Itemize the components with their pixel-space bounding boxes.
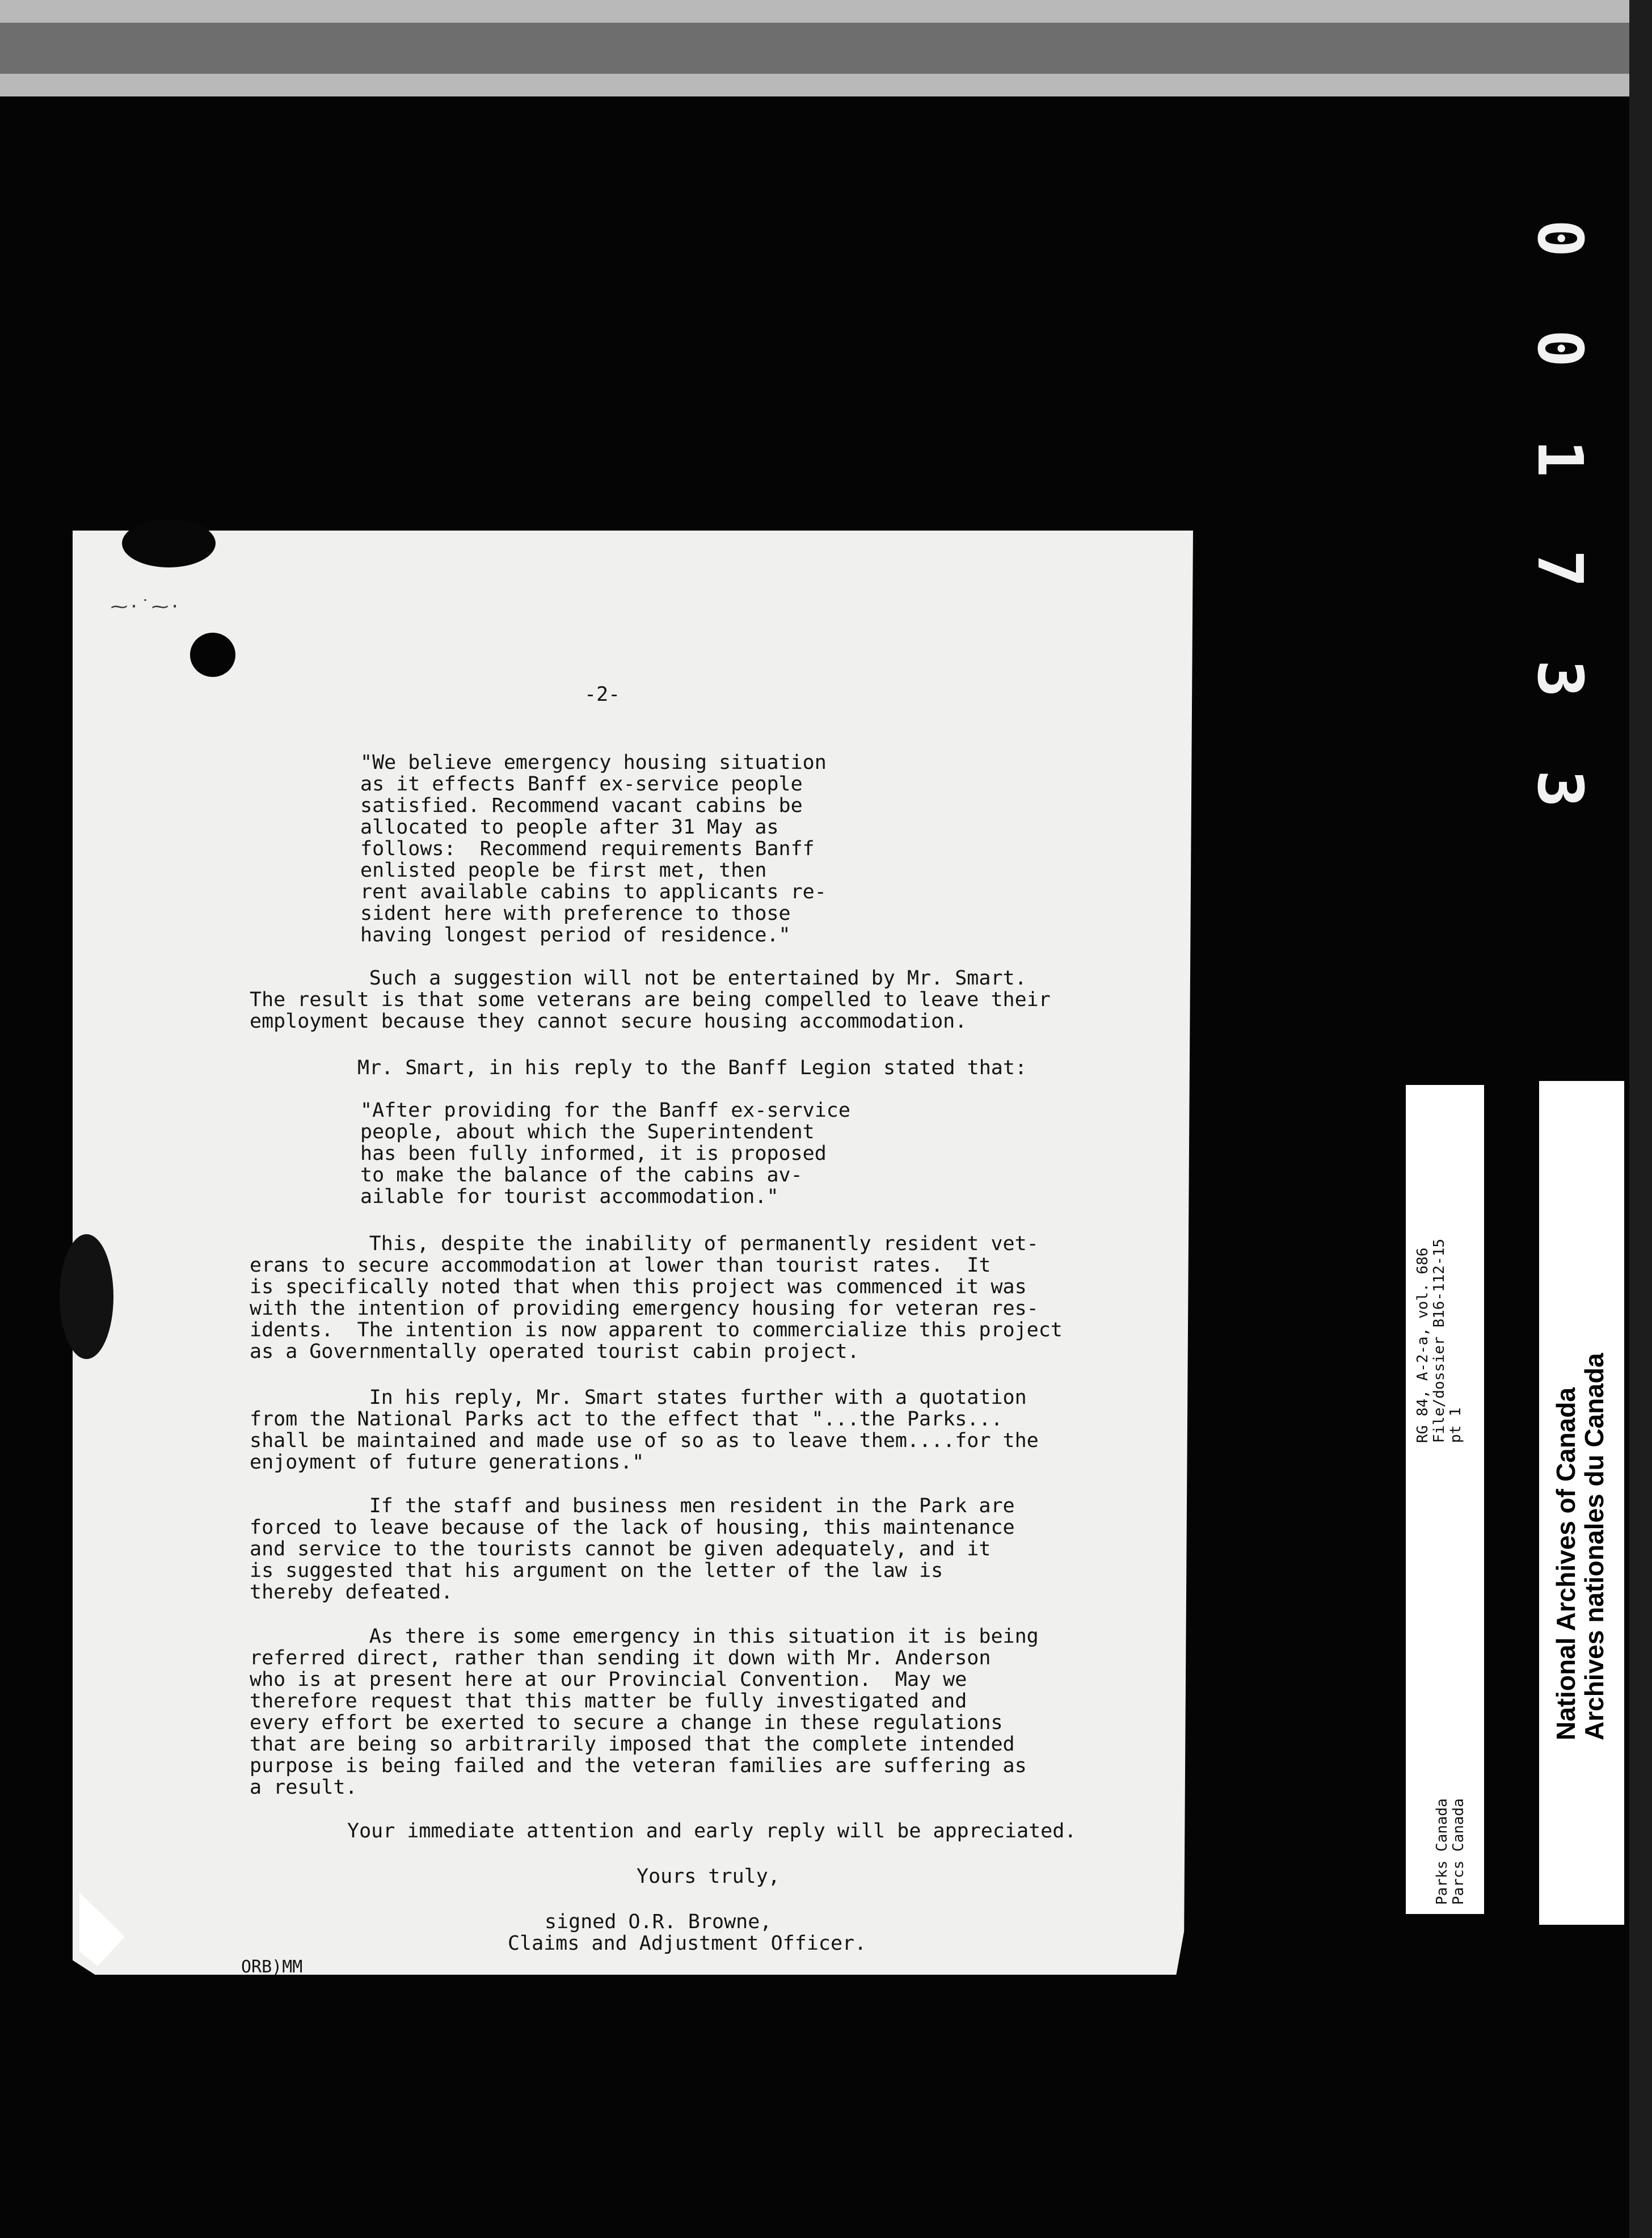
film-strip-right-edge [1629,0,1652,2238]
frame-digit: 1 [1524,439,1596,478]
signature-name: signed O.R. Browne, [545,1911,772,1933]
frame-digit: 3 [1524,659,1596,698]
film-strip-top-edge [0,0,1652,96]
quoted-reply: "After providing for the Banff ex-service people, about which the Superintendent has been fully informed, it is proposed to make the balance of the cabins av- ailable for tourist accommodation." [360,1099,850,1208]
body-paragraph: If the staff and business men resident in the Park are forced to leave because of the lack of housing, this maintenance and service to the tourists cannot be given adequately, and it is suggested that his argument on the letter of the law is thereby defeated. [250,1495,1015,1604]
marginal-scribble: ⁓·˙⁓· [111,597,182,617]
body-paragraph: This, despite the inability of permanently resident vet- erans to secure accommodation at lower than tourist rates. It is specifically noted that when this project was commenced it was with the intention of providing emergency housing for veteran res- idents. The intention is now apparent to commercialize this project as a Governmentally operated tourist cabin project. [250,1232,1063,1363]
archival-reference: RG 84, A-2-a, vol. 686 File/dossier B16-112-15 pt 1 [1414,1238,1464,1443]
page-number: -2- [584,683,621,706]
quoted-telegram: "We believe emergency housing situation as it effects Banff ex-service people satisfied. Recommend vacant cabins be allocated to people after 31 May as follows: Recommend requirements Banff enlisted people be first met, then rent available cabins to applicants re- sident here with preference to those having longest period of residence." [360,751,827,946]
body-paragraph: Mr. Smart, in his reply to the Banff Legion stated that: [357,1057,1027,1079]
archives-name: National Archives of Canada Archives nationales du Canada [1551,1353,1609,1740]
archival-reference-label [1406,1085,1484,1914]
frame-digit: 7 [1524,549,1596,588]
punch-hole-mark [190,633,235,677]
closing-line: Your immediate attention and early reply will be appreciated. [347,1820,1077,1842]
tape-residue-mark [122,519,216,567]
valediction: Yours truly, [637,1865,780,1888]
body-paragraph: As there is some emergency in this situation it is being referred direct, rather than sending it down with Mr. Anderson who is at present here at our Provincial Convention. May we therefore request that this matter be fully investigated and every effort be exerted to secure a change in these regulations that are being so arbitrarily imposed that the complete intended purpose is being failed and the veteran families are suffering as a result. [250,1625,1039,1799]
typist-initials: ORB)MM [241,1957,303,1977]
frame-digit: 0 [1524,219,1596,258]
microfilm-frame-number [1526,204,1594,865]
body-paragraph: Such a suggestion will not be entertained by Mr. Smart. The result is that some veterans are being compelled to leave their employment because they cannot secure housing accommodation. [250,967,1051,1033]
agency-name: Parks Canada Parcs Canada [1434,1798,1467,1905]
signature-title: Claims and Adjustment Officer. [508,1932,867,1955]
film-strip-band [0,23,1652,74]
frame-digit: 3 [1524,769,1596,808]
national-archives-label [1539,1081,1624,1925]
binding-hole-shadow [60,1234,113,1359]
frame-digit: 0 [1524,329,1596,368]
body-paragraph: In his reply, Mr. Smart states further with a quotation from the National Parks act to the effect that "...the Parks... shall be maintained and made use of so as to leave them....for the enjoyment of future generations." [250,1386,1039,1474]
